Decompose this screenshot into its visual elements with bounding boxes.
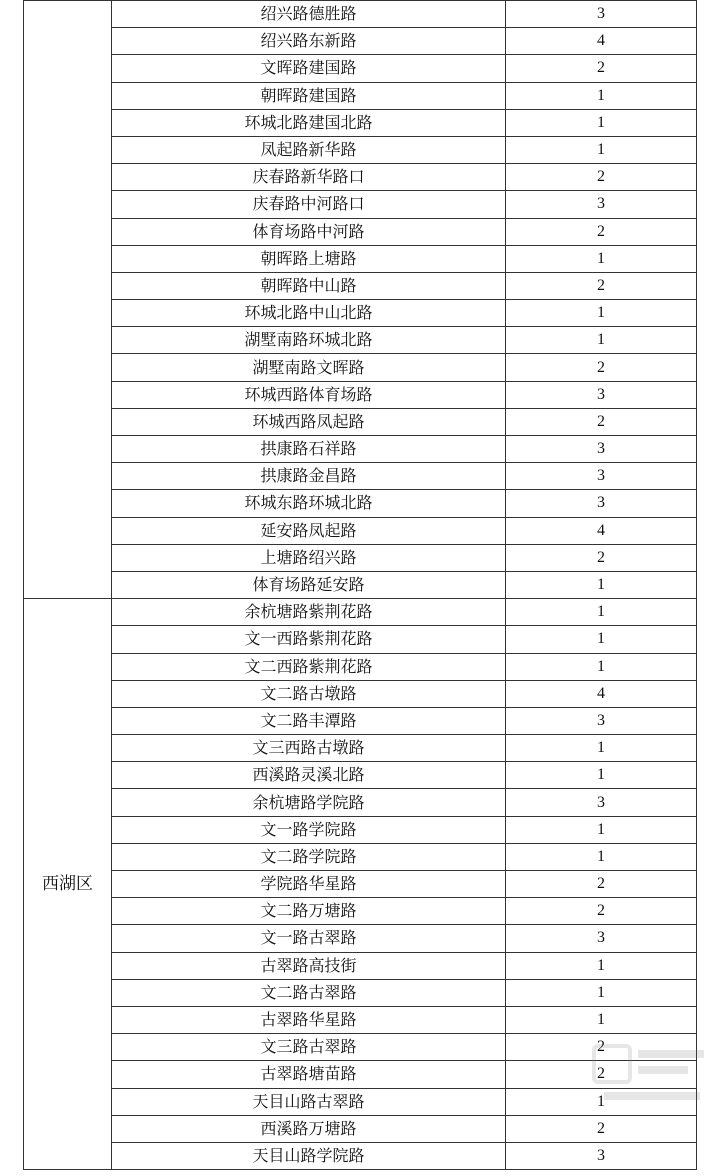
table-row bbox=[24, 327, 697, 354]
table-row bbox=[24, 952, 697, 979]
intersection-name-cell: 体育场路中河路 bbox=[112, 218, 506, 245]
count-cell: 3 bbox=[506, 436, 697, 463]
intersection-name-cell: 文二路古翠路 bbox=[112, 979, 506, 1006]
intersection-name-cell: 环城东路环城北路 bbox=[112, 490, 506, 517]
intersection-name-cell: 文二路古墩路 bbox=[112, 680, 506, 707]
intersection-name-cell: 环城北路中山北路 bbox=[112, 300, 506, 327]
table-row bbox=[24, 680, 697, 707]
intersection-name-cell: 天目山路古翠路 bbox=[112, 1088, 506, 1115]
count-cell: 1 bbox=[506, 653, 697, 680]
table-row bbox=[24, 218, 697, 245]
table-row bbox=[24, 1, 697, 28]
intersection-name-cell: 湖墅南路环城北路 bbox=[112, 327, 506, 354]
intersection-name-cell: 朝晖路上塘路 bbox=[112, 245, 506, 272]
intersection-name-cell: 文晖路建国路 bbox=[112, 55, 506, 82]
count-cell: 1 bbox=[506, 136, 697, 163]
intersection-name-cell: 文三路古翠路 bbox=[112, 1034, 506, 1061]
table-row bbox=[24, 408, 697, 435]
count-cell: 1 bbox=[506, 843, 697, 870]
intersection-name-cell: 拱康路金昌路 bbox=[112, 463, 506, 490]
intersection-name-cell: 西溪路万塘路 bbox=[112, 1115, 506, 1142]
intersection-name-cell: 文二西路紫荆花路 bbox=[112, 653, 506, 680]
count-cell: 2 bbox=[506, 1034, 697, 1061]
intersection-name-cell: 古翠路高技街 bbox=[112, 952, 506, 979]
table-row bbox=[24, 272, 697, 299]
table-row bbox=[24, 381, 697, 408]
table-row bbox=[24, 136, 697, 163]
table-row bbox=[24, 1142, 697, 1169]
intersection-name-cell: 文一路学院路 bbox=[112, 816, 506, 843]
table-row bbox=[24, 626, 697, 653]
intersection-name-cell: 文一西路紫荆花路 bbox=[112, 626, 506, 653]
intersection-name-cell: 拱康路石祥路 bbox=[112, 436, 506, 463]
count-cell: 3 bbox=[506, 463, 697, 490]
table-row bbox=[24, 164, 697, 191]
table-row bbox=[24, 979, 697, 1006]
count-cell: 2 bbox=[506, 55, 697, 82]
count-cell: 2 bbox=[506, 898, 697, 925]
count-cell: 1 bbox=[506, 571, 697, 598]
intersection-name-cell: 环城北路建国北路 bbox=[112, 109, 506, 136]
table-row bbox=[24, 55, 697, 82]
intersection-name-cell: 绍兴路东新路 bbox=[112, 28, 506, 55]
table-row bbox=[24, 843, 697, 870]
table-row bbox=[24, 436, 697, 463]
district-cell: 西湖区 bbox=[24, 599, 112, 1170]
count-cell: 4 bbox=[506, 517, 697, 544]
intersection-name-cell: 余杭塘路紫荆花路 bbox=[112, 599, 506, 626]
count-cell: 3 bbox=[506, 1, 697, 28]
intersection-name-cell: 古翠路塘苗路 bbox=[112, 1061, 506, 1088]
intersection-name-cell: 环城西路凤起路 bbox=[112, 408, 506, 435]
table-row bbox=[24, 544, 697, 571]
count-cell: 1 bbox=[506, 327, 697, 354]
count-cell: 2 bbox=[506, 164, 697, 191]
count-cell: 4 bbox=[506, 680, 697, 707]
intersection-name-cell: 延安路凤起路 bbox=[112, 517, 506, 544]
table-row bbox=[24, 599, 697, 626]
count-cell: 1 bbox=[506, 816, 697, 843]
intersection-name-cell: 湖墅南路文晖路 bbox=[112, 354, 506, 381]
count-cell: 1 bbox=[506, 245, 697, 272]
table-row bbox=[24, 735, 697, 762]
count-cell: 3 bbox=[506, 925, 697, 952]
count-cell: 2 bbox=[506, 272, 697, 299]
table-row bbox=[24, 898, 697, 925]
count-cell: 3 bbox=[506, 191, 697, 218]
table-row bbox=[24, 789, 697, 816]
intersection-name-cell: 绍兴路德胜路 bbox=[112, 1, 506, 28]
table-row bbox=[24, 816, 697, 843]
table-row bbox=[24, 707, 697, 734]
intersection-name-cell: 余杭塘路学院路 bbox=[112, 789, 506, 816]
count-cell: 1 bbox=[506, 599, 697, 626]
table-row bbox=[24, 463, 697, 490]
table-row bbox=[24, 490, 697, 517]
count-cell: 3 bbox=[506, 490, 697, 517]
table-row bbox=[24, 354, 697, 381]
intersection-name-cell: 文二路万塘路 bbox=[112, 898, 506, 925]
count-cell: 3 bbox=[506, 381, 697, 408]
intersection-name-cell: 文二路丰潭路 bbox=[112, 707, 506, 734]
intersection-name-cell: 西溪路灵溪北路 bbox=[112, 762, 506, 789]
count-cell: 3 bbox=[506, 707, 697, 734]
table-row bbox=[24, 1034, 697, 1061]
count-cell: 1 bbox=[506, 979, 697, 1006]
table-row bbox=[24, 1061, 697, 1088]
table-body bbox=[24, 1, 697, 1170]
table-row bbox=[24, 925, 697, 952]
table-row bbox=[24, 1115, 697, 1142]
count-cell: 1 bbox=[506, 735, 697, 762]
intersection-name-cell: 凤起路新华路 bbox=[112, 136, 506, 163]
table-row bbox=[24, 871, 697, 898]
intersection-name-cell: 上塘路绍兴路 bbox=[112, 544, 506, 571]
count-cell: 2 bbox=[506, 408, 697, 435]
intersection-table bbox=[23, 0, 697, 1170]
intersection-name-cell: 学院路华星路 bbox=[112, 871, 506, 898]
table-row bbox=[24, 300, 697, 327]
district-cell bbox=[24, 1, 112, 599]
count-cell: 1 bbox=[506, 1088, 697, 1115]
intersection-name-cell: 古翠路华星路 bbox=[112, 1006, 506, 1033]
count-cell: 1 bbox=[506, 762, 697, 789]
count-cell: 1 bbox=[506, 1006, 697, 1033]
count-cell: 4 bbox=[506, 28, 697, 55]
table-row bbox=[24, 571, 697, 598]
intersection-name-cell: 天目山路学院路 bbox=[112, 1142, 506, 1169]
table-row bbox=[24, 653, 697, 680]
table-row bbox=[24, 762, 697, 789]
count-cell: 2 bbox=[506, 1115, 697, 1142]
intersection-name-cell: 庆春路新华路口 bbox=[112, 164, 506, 191]
count-cell: 2 bbox=[506, 354, 697, 381]
table-row bbox=[24, 1088, 697, 1115]
table-row bbox=[24, 191, 697, 218]
intersection-name-cell: 朝晖路建国路 bbox=[112, 82, 506, 109]
count-cell: 1 bbox=[506, 82, 697, 109]
intersection-name-cell: 文一路古翠路 bbox=[112, 925, 506, 952]
intersection-name-cell: 文二路学院路 bbox=[112, 843, 506, 870]
table-row bbox=[24, 82, 697, 109]
count-cell: 2 bbox=[506, 1061, 697, 1088]
count-cell: 1 bbox=[506, 626, 697, 653]
count-cell: 3 bbox=[506, 789, 697, 816]
intersection-name-cell: 朝晖路中山路 bbox=[112, 272, 506, 299]
count-cell: 1 bbox=[506, 952, 697, 979]
intersection-name-cell: 体育场路延安路 bbox=[112, 571, 506, 598]
count-cell: 2 bbox=[506, 544, 697, 571]
table-row bbox=[24, 1006, 697, 1033]
table-row bbox=[24, 517, 697, 544]
count-cell: 3 bbox=[506, 1142, 697, 1169]
intersection-name-cell: 文三西路古墩路 bbox=[112, 735, 506, 762]
table-row bbox=[24, 109, 697, 136]
count-cell: 2 bbox=[506, 871, 697, 898]
table-row bbox=[24, 245, 697, 272]
count-cell: 1 bbox=[506, 300, 697, 327]
count-cell: 1 bbox=[506, 109, 697, 136]
table-row bbox=[24, 28, 697, 55]
intersection-name-cell: 环城西路体育场路 bbox=[112, 381, 506, 408]
count-cell: 2 bbox=[506, 218, 697, 245]
intersection-name-cell: 庆春路中河路口 bbox=[112, 191, 506, 218]
